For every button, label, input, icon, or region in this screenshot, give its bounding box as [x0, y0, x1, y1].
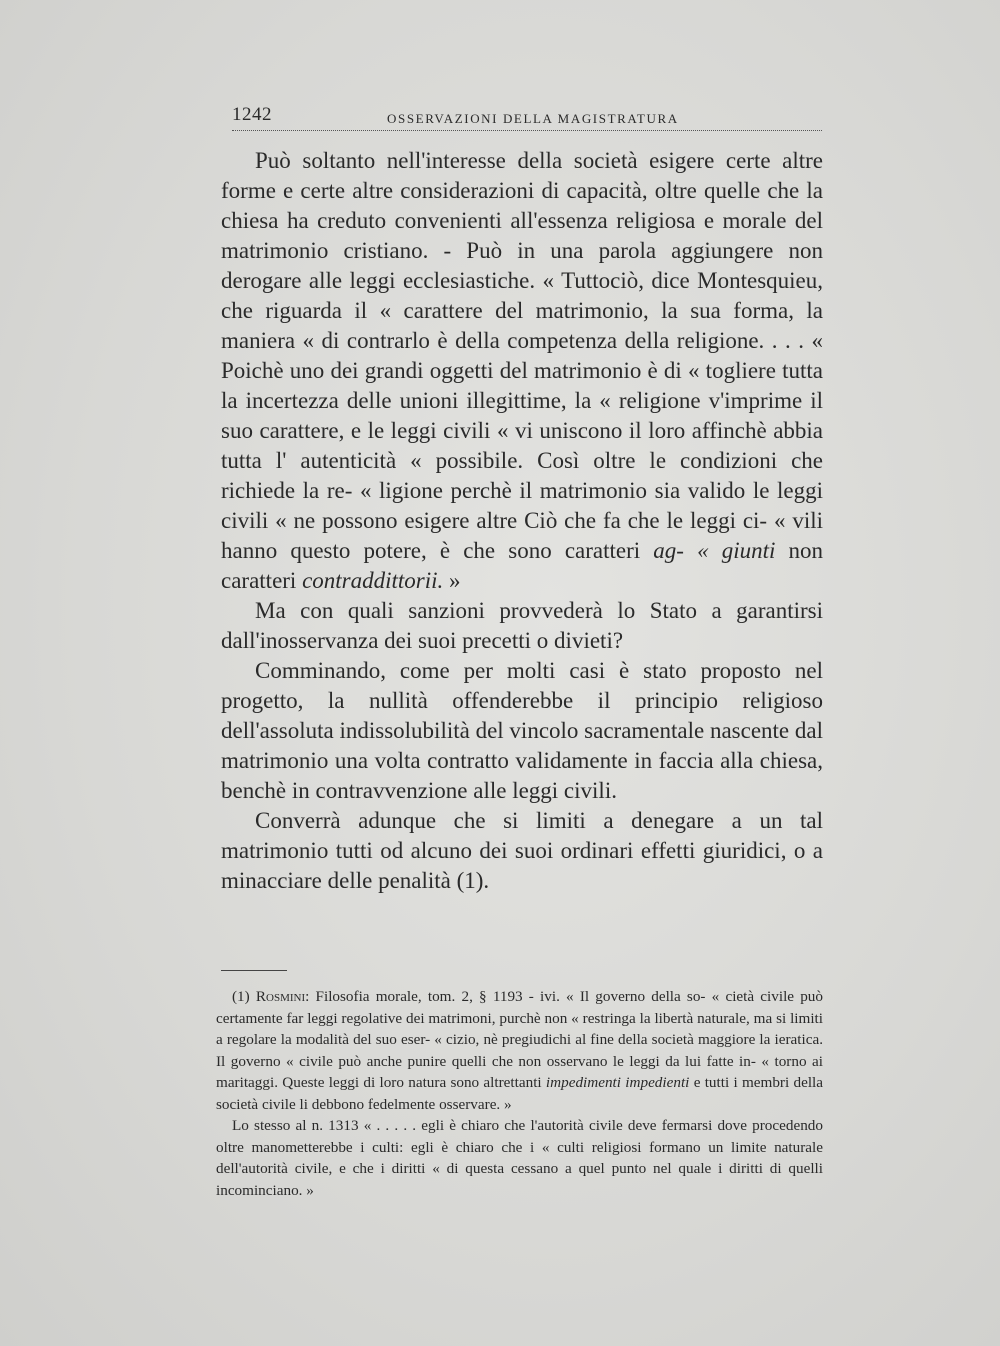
paragraph-2: Ma con quali sanzioni provvederà lo Stato a garantirsi dall'inosservanza dei suoi precetti o divieti? — [221, 598, 823, 653]
footnote-text-1: : Filosofia morale, tom. 2, § 1193 - ivi. « Il governo della so- « cietà civile può certamente far leggi regolative dei matrimoni, purchè non « restringa la libertà naturale, ma si limiti a regolare la modalità del suo eser- « cizio, nè pregiudichi al fine della società maggiore la ieratica. Il governo « civile può anche punire quelli che non osservano le leggi da lui fatte in- « torno ai maritaggi. Queste leggi di loro natura sono altrettanti — [216, 988, 823, 1091]
paragraph-1 — [221, 146, 823, 596]
running-head: OSSERVAZIONI DELLA MAGISTRATURA — [387, 111, 679, 126]
paragraph-1-italic-1: ag- « giunti — [653, 538, 776, 563]
footnote-marker: (1) — [232, 988, 256, 1005]
body-text — [221, 146, 823, 896]
footnote-text-2: e tutti i membri della società civile li debbono fedelmente osservare. » — [216, 1074, 824, 1113]
paragraph-1-mid: non caratteri — [221, 538, 824, 593]
footnote-1-continuation: Lo stesso al n. 1313 « . . . . . egli è chiaro che l'autorità civile deve fermarsi dove procedendo oltre manometterebbe i culti: egli è chiaro che i « culti religiosi formano un limite naturale dell'autorità civile, e che i diritti « di questa cessano a quel punto nel quale i diritti di quelli incominciano. » — [216, 1117, 823, 1199]
header-rule — [232, 130, 822, 131]
footnote-rule — [221, 970, 287, 971]
paragraph-3: Comminando, come per molti casi è stato proposto nel progetto, la nullità offenderebbe il principio religioso dell'assoluta indissolubilità del vincolo sacramentale nascente dal matrimonio una volta contratto validamente in faccia alla chiesa, benchè in contravvenzione alle leggi civili. — [221, 658, 823, 803]
page-header — [232, 104, 822, 132]
page-number: 1242 — [232, 104, 272, 125]
footnote-italic: impedimenti impedienti — [545, 1074, 690, 1091]
footnotes — [216, 986, 823, 1201]
paragraph-1-italic-2: contraddittorii. — [302, 568, 444, 593]
paragraph-1-end: » — [443, 568, 461, 593]
paragraph-4: Converrà adunque che si limiti a denegare a un tal matrimonio tutti od alcuno dei suoi ordinari effetti giuridici, o a minacciare delle penalità (1). — [221, 808, 823, 893]
paragraph-1-text: Può soltanto nell'interesse della società esigere certe altre forme e certe altre considerazioni di capacità, oltre quelle che la chiesa ha creduto convenienti all'essenza religiosa e morale del matrimonio cristiano. - Può in una parola aggiungere non derogare alle leggi ecclesiastiche. « Tuttociò, dice Montesquieu, che riguarda il « carattere del matrimonio, la sua forma, la maniera « di contrarlo è della competenza della religione. . . . « Poichè uno dei grandi oggetti del matrimonio è di « togliere tutta la incertezza delle unioni illegittime, la « religione v'imprime il suo carattere, e le leggi civili « vi uniscono il loro affinchè abbia tutta l' autenticità « possibile. Così oltre le condizioni che richiede la re- « ligione perchè il matrimonio sia valido le leggi civili « ne possono esigere altre Ciò che fa che le leggi ci- « vili hanno questo potere, è che sono caratteri — [221, 148, 823, 563]
footnote-1 — [216, 986, 823, 1115]
footnote-author: Rosmini — [255, 988, 306, 1005]
